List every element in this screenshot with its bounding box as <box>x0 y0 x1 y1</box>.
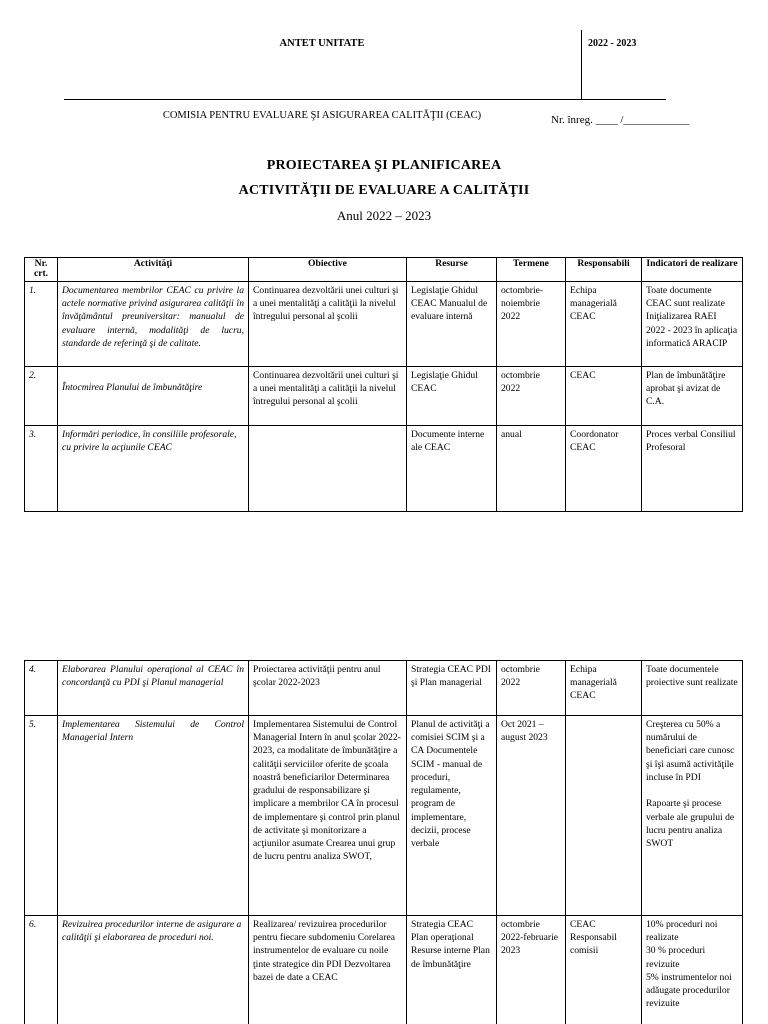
objective-cell: Realizarea/ revizuirea procedurilor pentru fiecare subdomeniu Corelarea instrumentelor de evaluare cu noile ţinte strategice din PDI Dezvoltarea bazei de date a CEAC <box>249 916 407 1024</box>
deadline-cell: octombrie 2022 <box>497 661 566 716</box>
responsible-cell: CEAC Responsabil comisii <box>566 916 642 1024</box>
responsible-cell: CEAC <box>566 367 642 426</box>
document-title-line1: PROIECTAREA ŞI PLANIFICAREA <box>266 158 502 173</box>
resources-cell: Planul de activităţi a comisiei SCIM şi a CA Documentele SCIM - manual de proceduri, regulamente, program de implementare, decizii, procese verbale <box>407 716 497 916</box>
row-number: 4. <box>25 661 58 716</box>
header-rule <box>64 99 666 100</box>
col-header-indicators: Indicatori de realizare <box>642 258 743 282</box>
objective-cell: Continuarea dezvoltării unei culturi şi a unei mentalităţi a calităţii la nivelul întregului personal al şcolii <box>249 367 407 426</box>
col-header-deadlines: Termene <box>497 258 566 282</box>
table-row <box>25 661 743 716</box>
row-number: 6. <box>25 916 58 1024</box>
table-row <box>25 282 743 367</box>
table-row <box>25 426 743 512</box>
deadline-cell: octombrie 2022-februarie 2023 <box>497 916 566 1024</box>
row-number: 2. <box>25 367 58 426</box>
deadline-cell: anual <box>497 426 566 512</box>
table-row <box>25 367 743 426</box>
col-header-resources: Resurse <box>407 258 497 282</box>
deadline-cell: octombrie-noiembrie 2022 <box>497 282 566 367</box>
activity-cell: Documentarea membrilor CEAC cu privire la actele normative privind asigurarea calităţii în învăţământul preuniversitar: manualul de evaluare internă, modalităţi de lucru, standarde de referinţă şi de calitate. <box>58 282 249 367</box>
deadline-cell: octombrie 2022 <box>497 367 566 426</box>
activity-cell: Revizuirea procedurilor interne de asigurare a calităţii şi elaborarea de proceduri noi. <box>58 916 249 1024</box>
indicator-cell: 10% proceduri noi realizate 30 % proceduri revizuite 5% instrumentelor noi adăugate procedurilor revizuite <box>642 916 743 1024</box>
header-year: 2022 - 2023 <box>588 38 637 49</box>
row-number: 1. <box>25 282 58 367</box>
indicator-cell: Toate documentele proiective sunt realizate <box>642 661 743 716</box>
responsible-cell: Echipa managerială CEAC <box>566 661 642 716</box>
activity-table-continued <box>24 660 743 1024</box>
resources-cell: Legislaţie Ghidul CEAC <box>407 367 497 426</box>
indicator-cell: Plan de îmbunătăţire aprobat şi avizat de C.A. <box>642 367 743 426</box>
committee-name: COMISIA PENTRU EVALUARE ŞI ASIGURAREA CALITĂŢII (CEAC) <box>162 110 482 121</box>
objective-cell: Continuarea dezvoltării unei culturi şi a unei mentalităţi a calităţii la nivelul întregului personal al şcolii <box>249 282 407 367</box>
activity-cell: Elaborarea Planului operaţional al CEAC în concordanţă cu PDI şi Planul managerial <box>58 661 249 716</box>
table-row <box>25 716 743 916</box>
objective-cell: Proiectarea activităţii pentru anul şcolar 2022-2023 <box>249 661 407 716</box>
indicator-cell: Creşterea cu 50% a numărului de beneficiari care cunosc şi îşi asumă activităţile incluse în PDI Rapoarte şi procese verbale ale grupului de lucru pentru analiza SWOT <box>642 716 743 916</box>
col-header-activities: Activităţi <box>58 258 249 282</box>
registration-number: Nr. înreg. ____ /____________ <box>551 114 690 126</box>
objective-cell <box>249 426 407 512</box>
row-number: 5. <box>25 716 58 916</box>
responsible-cell: Echipa managerială CEAC <box>566 282 642 367</box>
responsible-cell <box>566 716 642 916</box>
row-number: 3. <box>25 426 58 512</box>
table-header-row <box>25 258 743 282</box>
document-title-line2: ACTIVITĂŢII DE EVALUARE A CALITĂŢII <box>238 183 530 198</box>
activity-cell: Întocmirea Planului de îmbunătăţire <box>58 367 249 426</box>
header-divider <box>581 30 582 100</box>
unit-name: ANTET UNITATE <box>279 38 365 49</box>
indicator-cell: Proces verbal Consiliul Profesoral <box>642 426 743 512</box>
activity-table <box>24 257 743 512</box>
resources-cell: Strategia CEAC Plan operaţional Resurse interne Plan de îmbunătăţire <box>407 916 497 1024</box>
activity-cell: Implementarea Sistemului de Control Managerial Intern <box>58 716 249 916</box>
col-header-nr: Nr. crt. <box>25 258 58 282</box>
resources-cell: Strategia CEAC PDI şi Plan managerial <box>407 661 497 716</box>
objective-cell: Implementarea Sistemului de Control Managerial Intern în anul şcolar 2022-2023, ca modalitate de îmbunătăţire a calităţii serviciilor oferite de şcoala noastră beneficiarilor Determinarea gradului de responsabilizare şi implicare a membrilor CA în procesul de implementare şi control prin planul de activitate şi monitorizare a acţiunilor asumate Crearea unui grup de lucru pentru analiza SWOT, <box>249 716 407 916</box>
school-year: Anul 2022 – 2023 <box>336 208 432 223</box>
resources-cell: Documente interne ale CEAC <box>407 426 497 512</box>
document-header <box>64 30 580 121</box>
table-row <box>25 916 743 1024</box>
indicator-cell: Toate documente CEAC sunt realizate Iniţializarea RAEI 2022 - 2023 în aplicaţia informatică ARACIP <box>642 282 743 367</box>
col-header-responsible: Responsabili <box>566 258 642 282</box>
resources-cell: Legislaţie Ghidul CEAC Manualul de evaluare internă <box>407 282 497 367</box>
deadline-cell: Oct 2021 – august 2023 <box>497 716 566 916</box>
responsible-cell: Coordonator CEAC <box>566 426 642 512</box>
table-continuation-clip <box>24 660 744 1024</box>
activity-cell: Informări periodice, în consiliile profesorale, cu privire la acţiunile CEAC <box>58 426 249 512</box>
col-header-objectives: Obiective <box>249 258 407 282</box>
